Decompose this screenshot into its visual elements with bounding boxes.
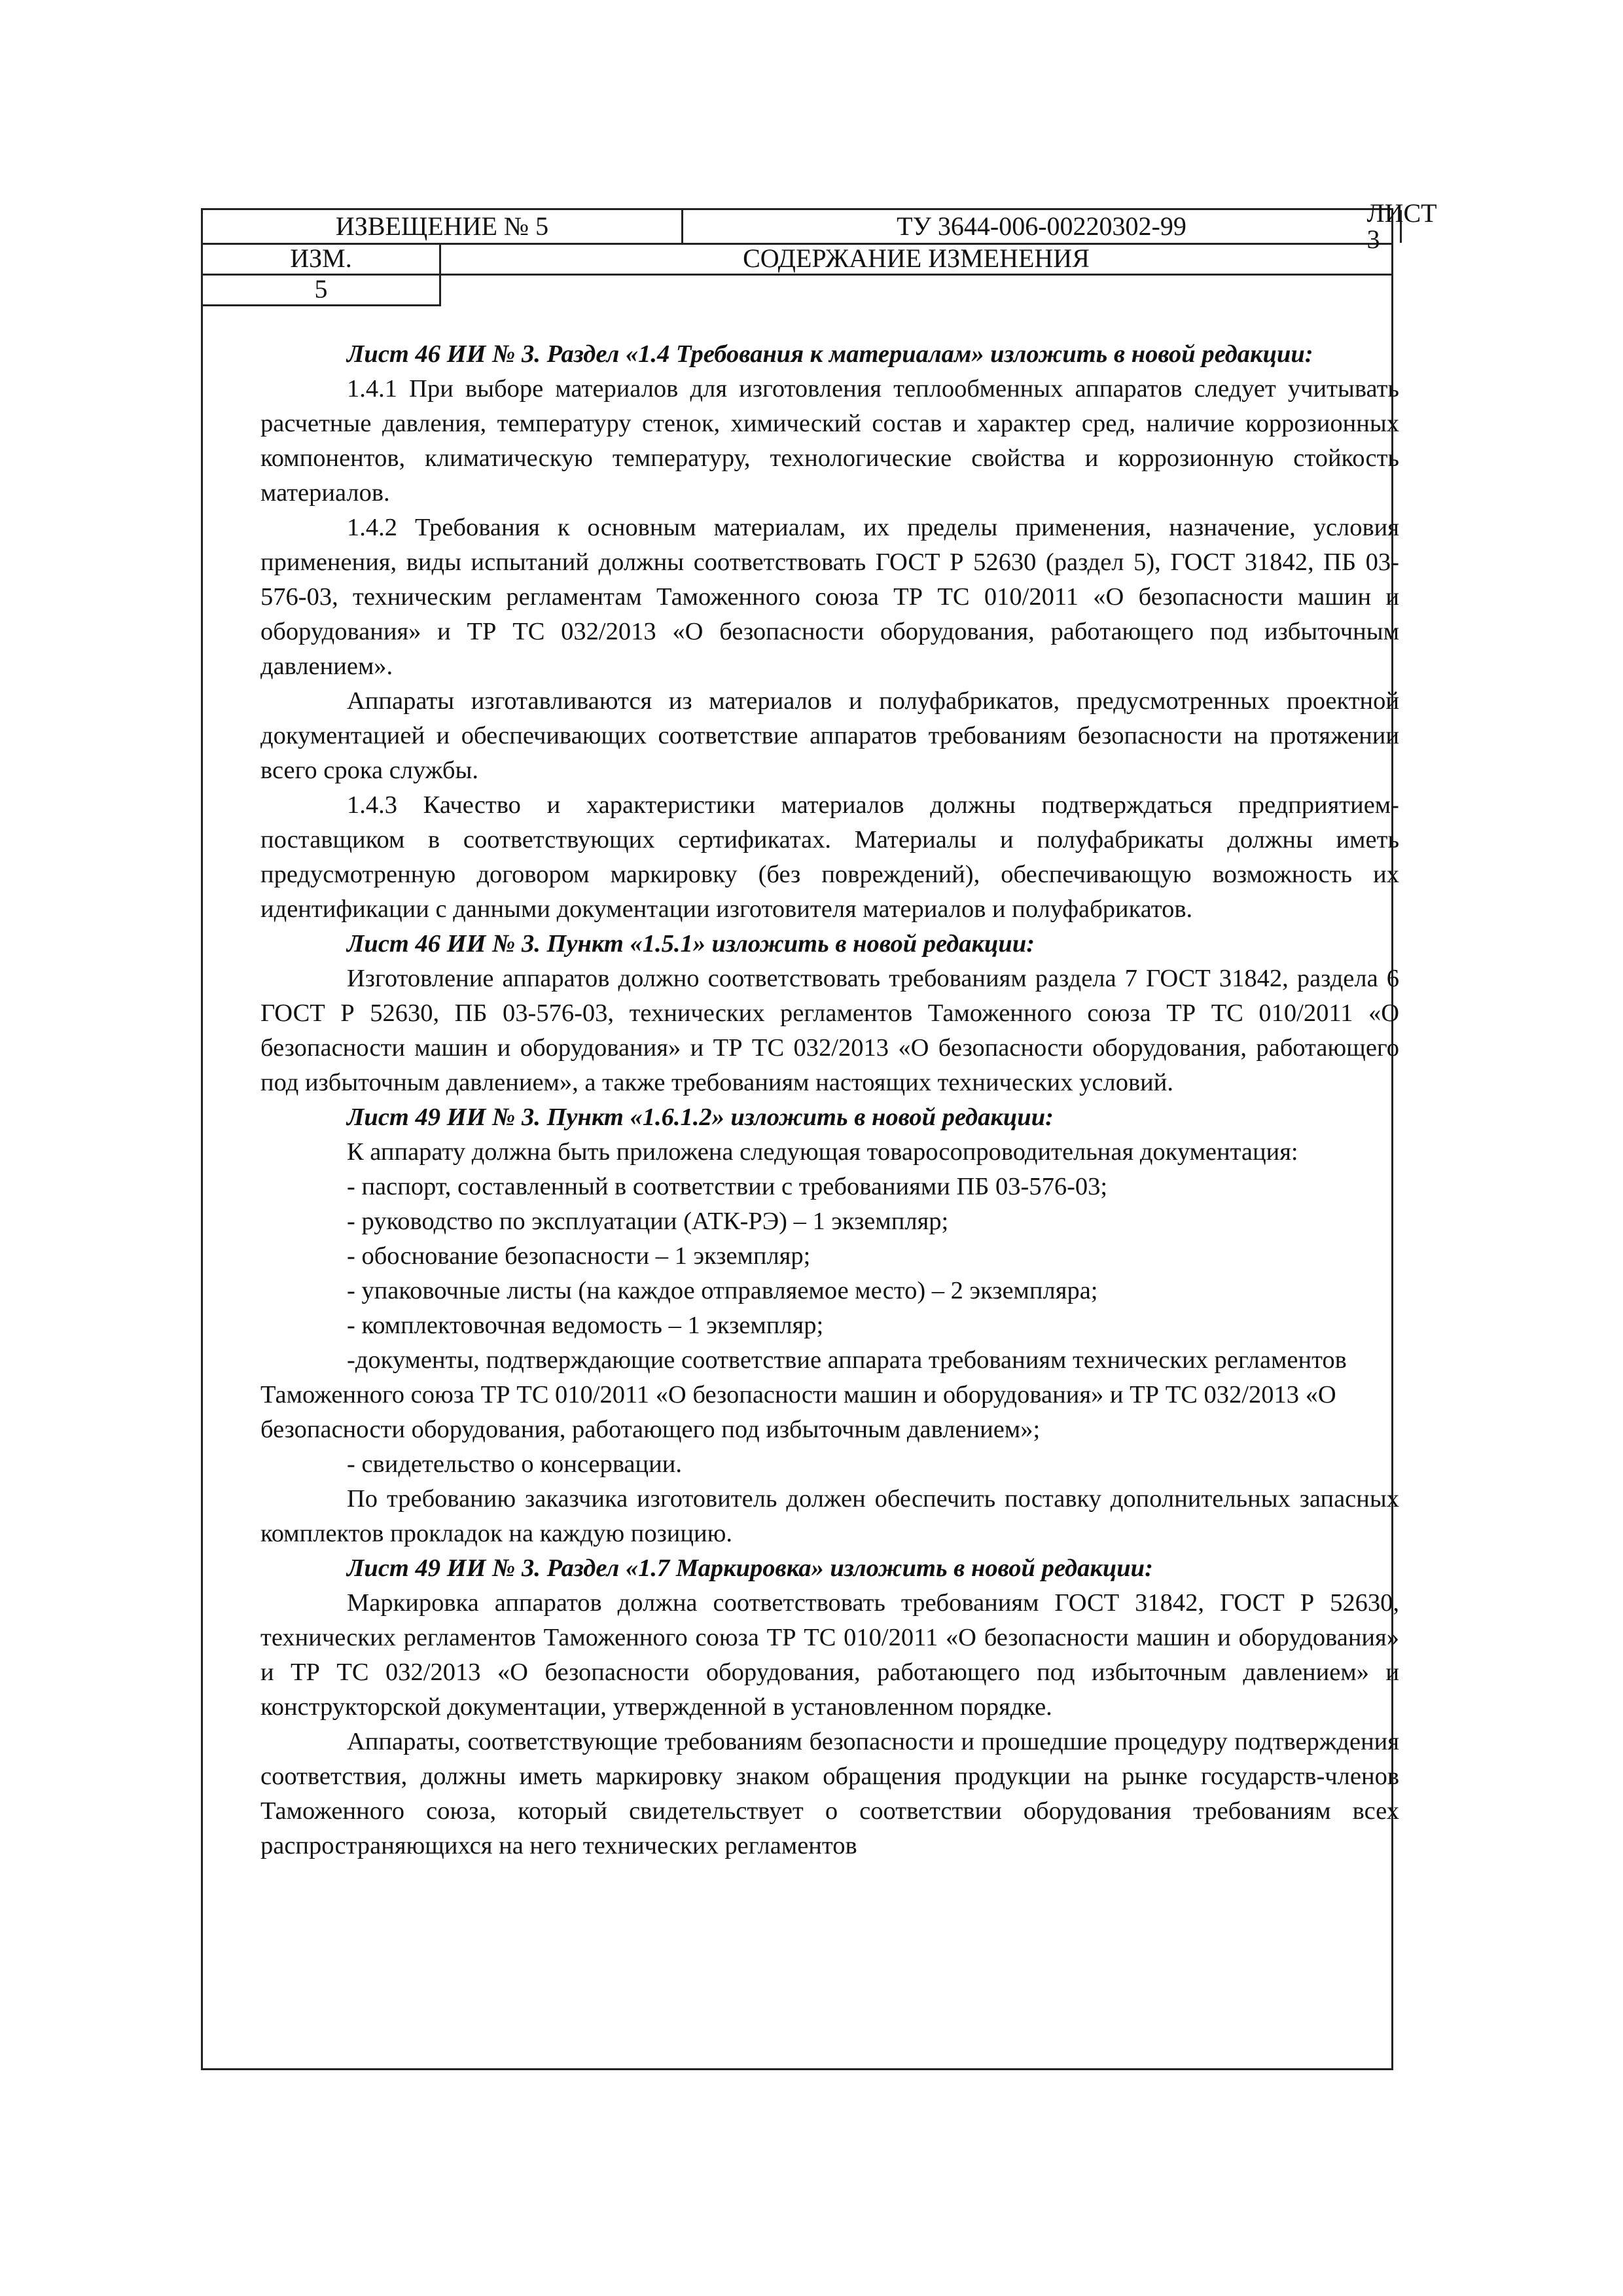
- paragraph: Маркировка аппаратов должна соответствовать требованиям ГОСТ 31842, ГОСТ Р 52630, технических регламентов Таможенного союза ТР ТС 010/2011 «О безопасности машин и оборудования» и ТР ТС 032/2013 «О безопасности оборудования, работающего под избыточным давлением» и конструкторской документации, утвержденной в установленном порядке.: [260, 1589, 1399, 1721]
- document-body: [260, 337, 1399, 1863]
- paragraph: 1.4.2 Требования к основным материалам, их пределы применения, назначение, условия применения, виды испытаний должны соответствовать ГОСТ Р 52630 (раздел 5), ГОСТ 31842, ПБ 03-576-03, техническим регламентам Таможенного союза ТР ТС 010/2011 «О безопасности машин и оборудования» и ТР ТС 032/2013 «О безопасности оборудования, работающего под избыточным давлением».: [260, 514, 1399, 680]
- sheet-number: ЛИСТ 3: [1366, 198, 1437, 254]
- header-row-2: [201, 243, 1393, 276]
- list-item: - комплектовочная ведомость – 1 экземпляр;: [347, 1312, 824, 1339]
- change-label-cell: [203, 243, 441, 274]
- list-item: - обоснование безопасности – 1 экземпляр;: [347, 1242, 811, 1270]
- section-heading: Лист 46 ИИ № 3. Раздел «1.4 Требования к материалам» изложить в новой редакции:: [347, 340, 1313, 368]
- change-number: 5: [314, 274, 328, 304]
- paragraph: Изготовление аппаратов должно соответствовать требованиям раздела 7 ГОСТ 31842, раздела 6 ГОСТ Р 52630, ПБ 03-576-03, технических регламентов Таможенного союза ТР ТС 010/2011 «О безопасности машин и оборудования» и ТР ТС 032/2013 «О безопасности оборудования, работающего под избыточным давлением», а также требованиям настоящих технических условий.: [260, 965, 1399, 1096]
- paragraph: 1.4.1 При выборе материалов для изготовления теплообменных аппаратов следует учитывать расчетные давления, температуру стенок, химический состав и характер сред, наличие коррозионных компонентов, климатическую температуру, технологические свойства и коррозионную стойкость материалов.: [260, 375, 1399, 507]
- list-item: - свидетельство о консервации.: [347, 1450, 682, 1478]
- list-item: - руководство по эксплуатации (АТК-РЭ) – 1 экземпляр;: [347, 1208, 949, 1235]
- paragraph: Аппараты изготавливаются из материалов и полуфабрикатов, предусмотренных проектной документацией и обеспечивающих соответствие аппаратов требованиям безопасности на протяжении всего срока службы.: [260, 687, 1399, 784]
- doc-code-cell: [683, 210, 1402, 243]
- header-row-1: [201, 198, 1437, 254]
- change-number-cell: [203, 274, 439, 304]
- paragraph: По требованию заказчика изготовитель должен обеспечить поставку дополнительных запасных комплектов прокладок на каждую позицию.: [260, 1485, 1399, 1547]
- list-item: - паспорт, составленный в соответствии с требованиями ПБ 03-576-03;: [347, 1173, 1108, 1200]
- paragraph: Аппараты, соответствующие требованиям безопасности и прошедшие процедуру подтверждения соответствия, должны иметь маркировку знаком обращения продукции на рынке государств-членов Таможенного союза, который свидетельствует о соответствии оборудования требованиям всех распространяющихся на него технических регламентов: [260, 1728, 1399, 1859]
- paragraph: К аппарату должна быть приложена следующая товаросопроводительная документация:: [347, 1138, 1298, 1166]
- section-heading: Лист 49 ИИ № 3. Раздел «1.7 Маркировка» изложить в новой редакции:: [347, 1554, 1153, 1582]
- section-heading: Лист 46 ИИ № 3. Пункт «1.5.1» изложить в новой редакции:: [347, 930, 1035, 958]
- change-label: ИЗМ.: [290, 243, 352, 273]
- header-row-3: [201, 274, 441, 306]
- content-label-cell: [441, 243, 1391, 274]
- section-heading: Лист 49 ИИ № 3. Пункт «1.6.1.2» изложить в новой редакции:: [347, 1103, 1054, 1131]
- list-item: - упаковочные листы (на каждое отправляемое место) – 2 экземпляра;: [347, 1277, 1098, 1304]
- list-item: -документы, подтверждающие соответствие аппарата требованиям технических регламентов Таможенного союза ТР ТС 010/2011 «О безопасности машин и оборудования» и ТР ТС 032/2013 «О безопасности оборудования, работающего под избыточным давлением»;: [260, 1346, 1347, 1443]
- paragraph: 1.4.3 Качество и характеристики материалов должны подтверждаться предприятием-поставщиком в соответствующих сертификатах. Материалы и полуфабрикаты должны иметь предусмотренную договором маркировку (без повреждений), обеспечивающую возможность их идентификации с данными документации изготовителя материалов и полуфабрикатов.: [260, 791, 1399, 923]
- content-label: СОДЕРЖАНИЕ ИЗМЕНЕНИЯ: [743, 243, 1090, 273]
- notice-cell: [203, 210, 683, 243]
- doc-code: ТУ 3644-006-00220302-99: [897, 211, 1186, 241]
- notice-number: ИЗВЕЩЕНИЕ № 5: [335, 211, 549, 241]
